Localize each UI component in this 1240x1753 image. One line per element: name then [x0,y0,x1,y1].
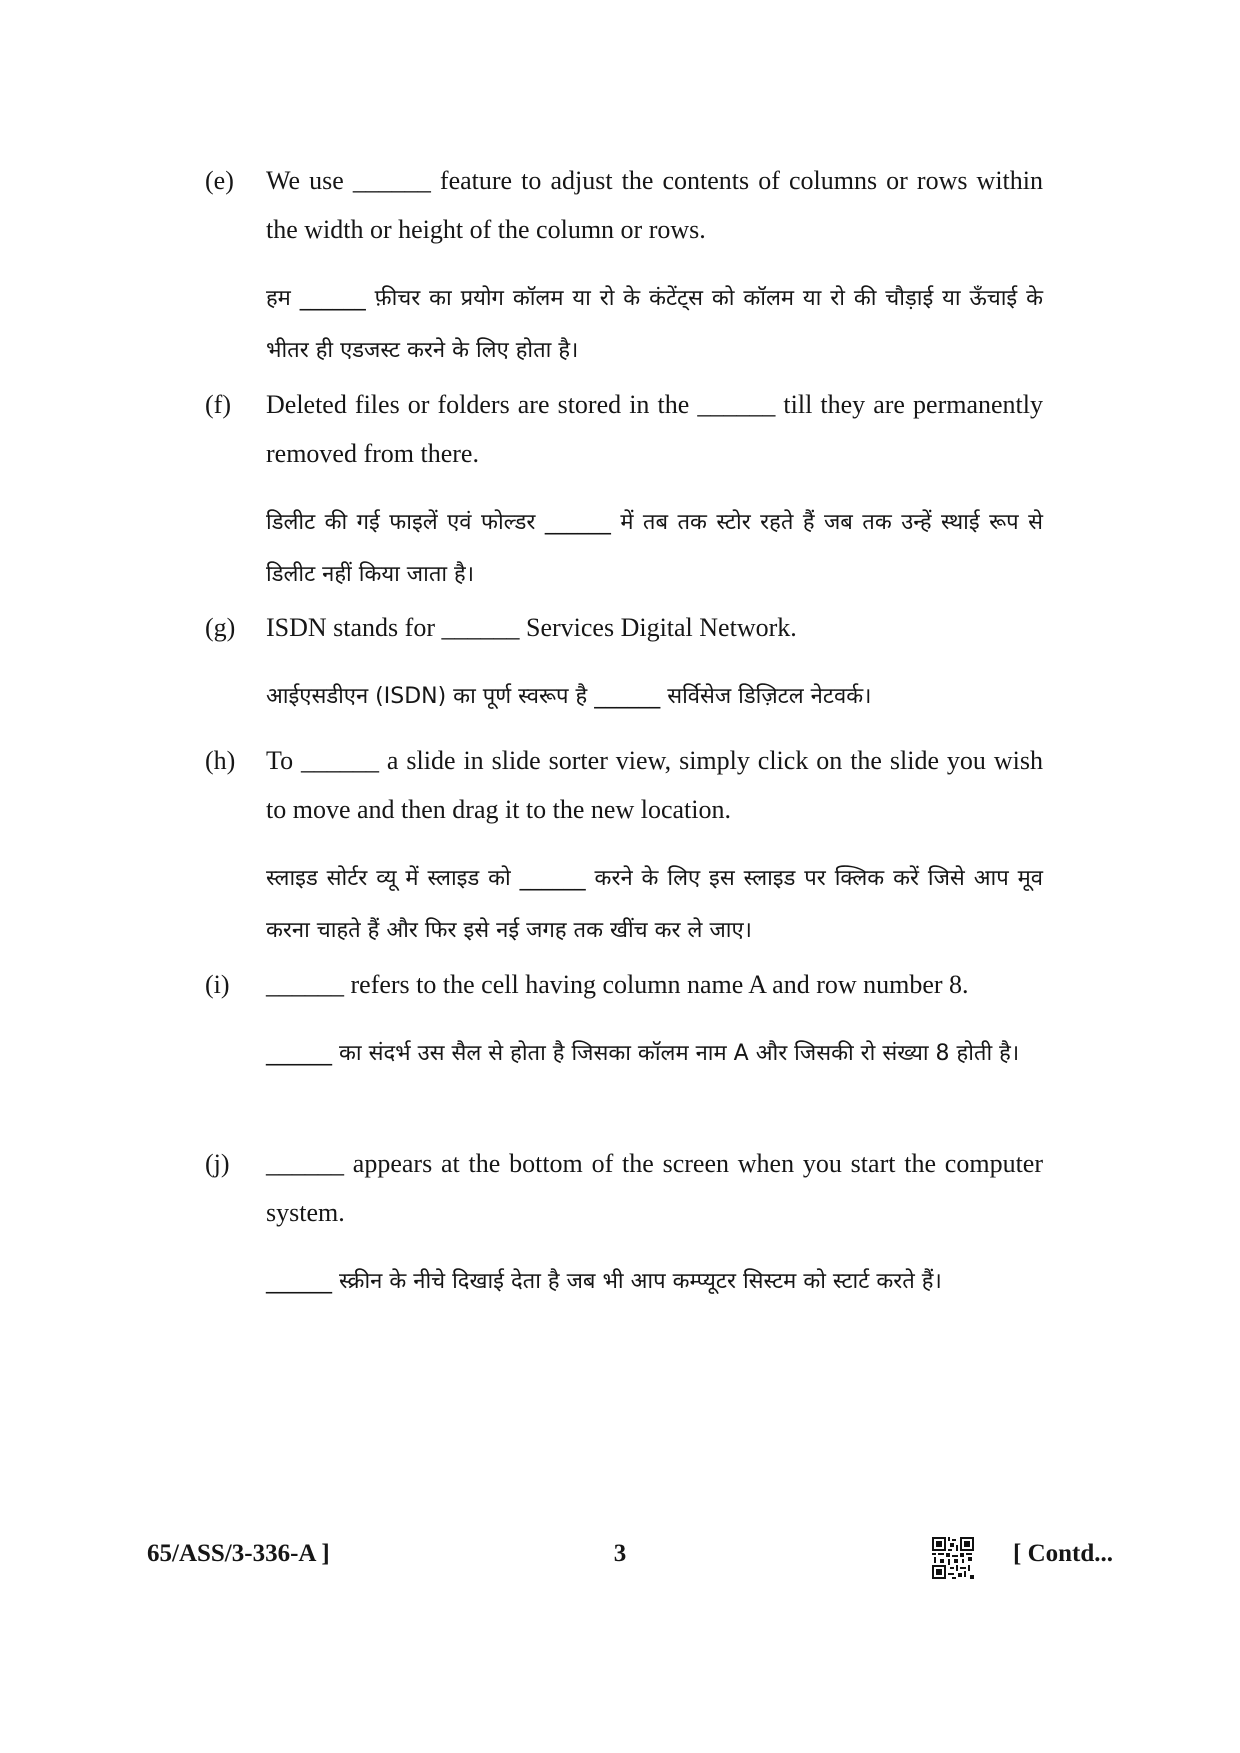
question-f [205,380,1043,601]
question-j [205,1139,1043,1308]
question-h [205,736,1043,957]
question-text-english: ______ appears at the bottom of the screen when you start the computer system. [266,1149,1043,1227]
question-text-hindi: आईएसडीएन (ISDN) का पूर्ण स्वरूप है ______ सर्विसेज डिज़िटल नेटवर्क। [266,684,872,709]
page-number: 3 [613,1540,627,1567]
paper-code: 65/ASS/3-336-A ] [147,1540,330,1567]
question-text-english: ______ refers to the cell having column name A and row number 8. [266,970,969,999]
question-label: (f) [205,390,231,419]
question-label: (g) [205,613,236,642]
question-label: (j) [205,1149,230,1178]
question-i [205,960,1043,1080]
page-footer [0,1540,1240,1580]
question-g [205,603,1043,723]
question-text-hindi: हम ______ फ़ीचर का प्रयोग कॉलम या रो के कंटेंट्स को कॉलम या रो की चौड़ाई या ऊँचाई के भीतर ही एडजस्ट करने के लिए होता है। [266,286,1043,363]
question-text-english: ISDN stands for ______ Services Digital Network. [266,613,797,642]
continued-marker: [ Contd... [1013,1540,1114,1567]
question-text-hindi: स्लाइड सोर्टर व्यू में स्लाइड को ______ करने के लिए इस स्लाइड पर क्लिक करें जिसे आप मूव करना चाहते हैं और फिर इसे नई जगह तक खींच कर ले जाए। [266,866,1043,943]
question-text-hindi: ______ का संदर्भ उस सैल से होता है जिसका कॉलम नाम A और जिसकी रो संख्या 8 होती है। [266,1041,1020,1066]
question-label: (i) [205,970,230,999]
question-text-english: Deleted files or folders are stored in the ______ till they are permanently removed from there. [266,390,1043,468]
question-text-hindi: डिलीट की गई फाइलें एवं फोल्डर ______ में तब तक स्टोर रहते हैं जब तक उन्हें स्थाई रूप से डिलीट नहीं किया जाता है। [266,510,1043,587]
question-text-english: To ______ a slide in slide sorter view, simply click on the slide you wish to move and then drag it to the new location. [266,746,1043,824]
question-label: (e) [205,166,234,195]
qr-code-icon [932,1537,974,1579]
question-text-hindi: ______ स्क्रीन के नीचे दिखाई देता है जब भी आप कम्प्यूटर सिस्टम को स्टार्ट करते हैं। [266,1269,942,1294]
question-e [205,156,1043,377]
question-text-english: We use ______ feature to adjust the contents of columns or rows within the width or height of the column or rows. [266,166,1043,244]
question-label: (h) [205,746,236,775]
